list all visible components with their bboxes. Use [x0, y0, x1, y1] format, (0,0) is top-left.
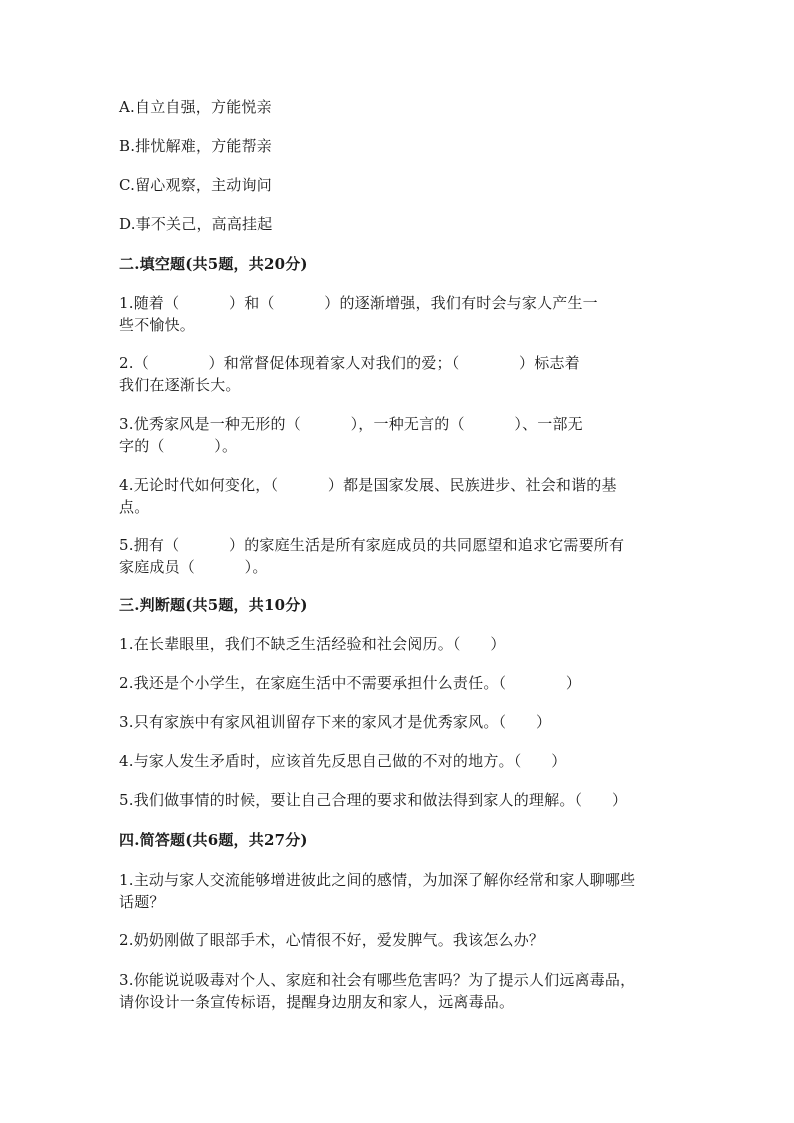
fill-blank-q2-line1: 2.（ ）和常督促体现着家人对我们的爱；（ ）标志着	[119, 354, 580, 372]
option-a: A.自立自强，方能悦亲	[119, 98, 272, 116]
short-answer-q1-line1: 1.主动与家人交流能够增进彼此之间的感情，为加深了解你经常和家人聊哪些	[119, 871, 636, 889]
option-b: B.排忧解难，方能帮亲	[119, 137, 272, 155]
true-false-q1: 1.在长辈眼里，我们不缺乏生活经验和社会阅历。（ ）	[119, 635, 506, 653]
true-false-q3: 3.只有家族中有家风祖训留存下来的家风才是优秀家风。（ ）	[119, 713, 552, 731]
fill-blank-q5-line2: 家庭成员（ ）。	[119, 558, 268, 576]
short-answer-q2: 2.奶奶刚做了眼部手术，心情很不好，爱发脾气。我该怎么办？	[119, 931, 545, 949]
section-heading-short-answer: 四.简答题(共6题，共27分)	[119, 831, 308, 849]
fill-blank-q1-line2: 些不愉快。	[119, 316, 196, 334]
fill-blank-q4-line1: 4.无论时代如何变化，（ ）都是国家发展、民族进步、社会和谐的基	[119, 476, 617, 494]
fill-blank-q3-line1: 3.优秀家风是一种无形的（ ），一种无言的（ ）、一部无	[119, 415, 583, 433]
fill-blank-q5-line1: 5.拥有（ ）的家庭生活是所有家庭成员的共同愿望和追求它需要所有	[119, 536, 625, 554]
true-false-q5: 5.我们做事情的时候，要让自己合理的要求和做法得到家人的理解。（ ）	[119, 791, 628, 809]
fill-blank-q1-line1: 1.随着（ ）和（ ）的逐渐增强，我们有时会与家人产生一	[119, 294, 598, 312]
short-answer-q1-line2: 话题？	[119, 893, 165, 911]
fill-blank-q2-line2: 我们在逐渐长大。	[119, 376, 241, 394]
fill-blank-q4-line2: 点。	[119, 498, 150, 516]
true-false-q4: 4.与家人发生矛盾时，应该首先反思自己做的不对的地方。（ ）	[119, 752, 567, 770]
true-false-q2: 2.我还是个小学生，在家庭生活中不需要承担什么责任。（ ）	[119, 674, 582, 692]
option-c: C.留心观察，主动询问	[119, 176, 272, 194]
short-answer-q3-line2: 请你设计一条宣传标语，提醒身边朋友和家人，远离毒品。	[119, 993, 515, 1011]
fill-blank-q3-line2: 字的（ ）。	[119, 437, 238, 455]
section-heading-true-false: 三.判断题(共5题，共10分)	[119, 596, 308, 614]
section-heading-fill-blank: 二.填空题(共5题，共20分)	[119, 255, 308, 273]
short-answer-q3-line1: 3.你能说说吸毒对个人、家庭和社会有哪些危害吗？为了提示人们远离毒品，	[119, 971, 636, 989]
option-d: D.事不关己，高高挂起	[119, 215, 273, 233]
